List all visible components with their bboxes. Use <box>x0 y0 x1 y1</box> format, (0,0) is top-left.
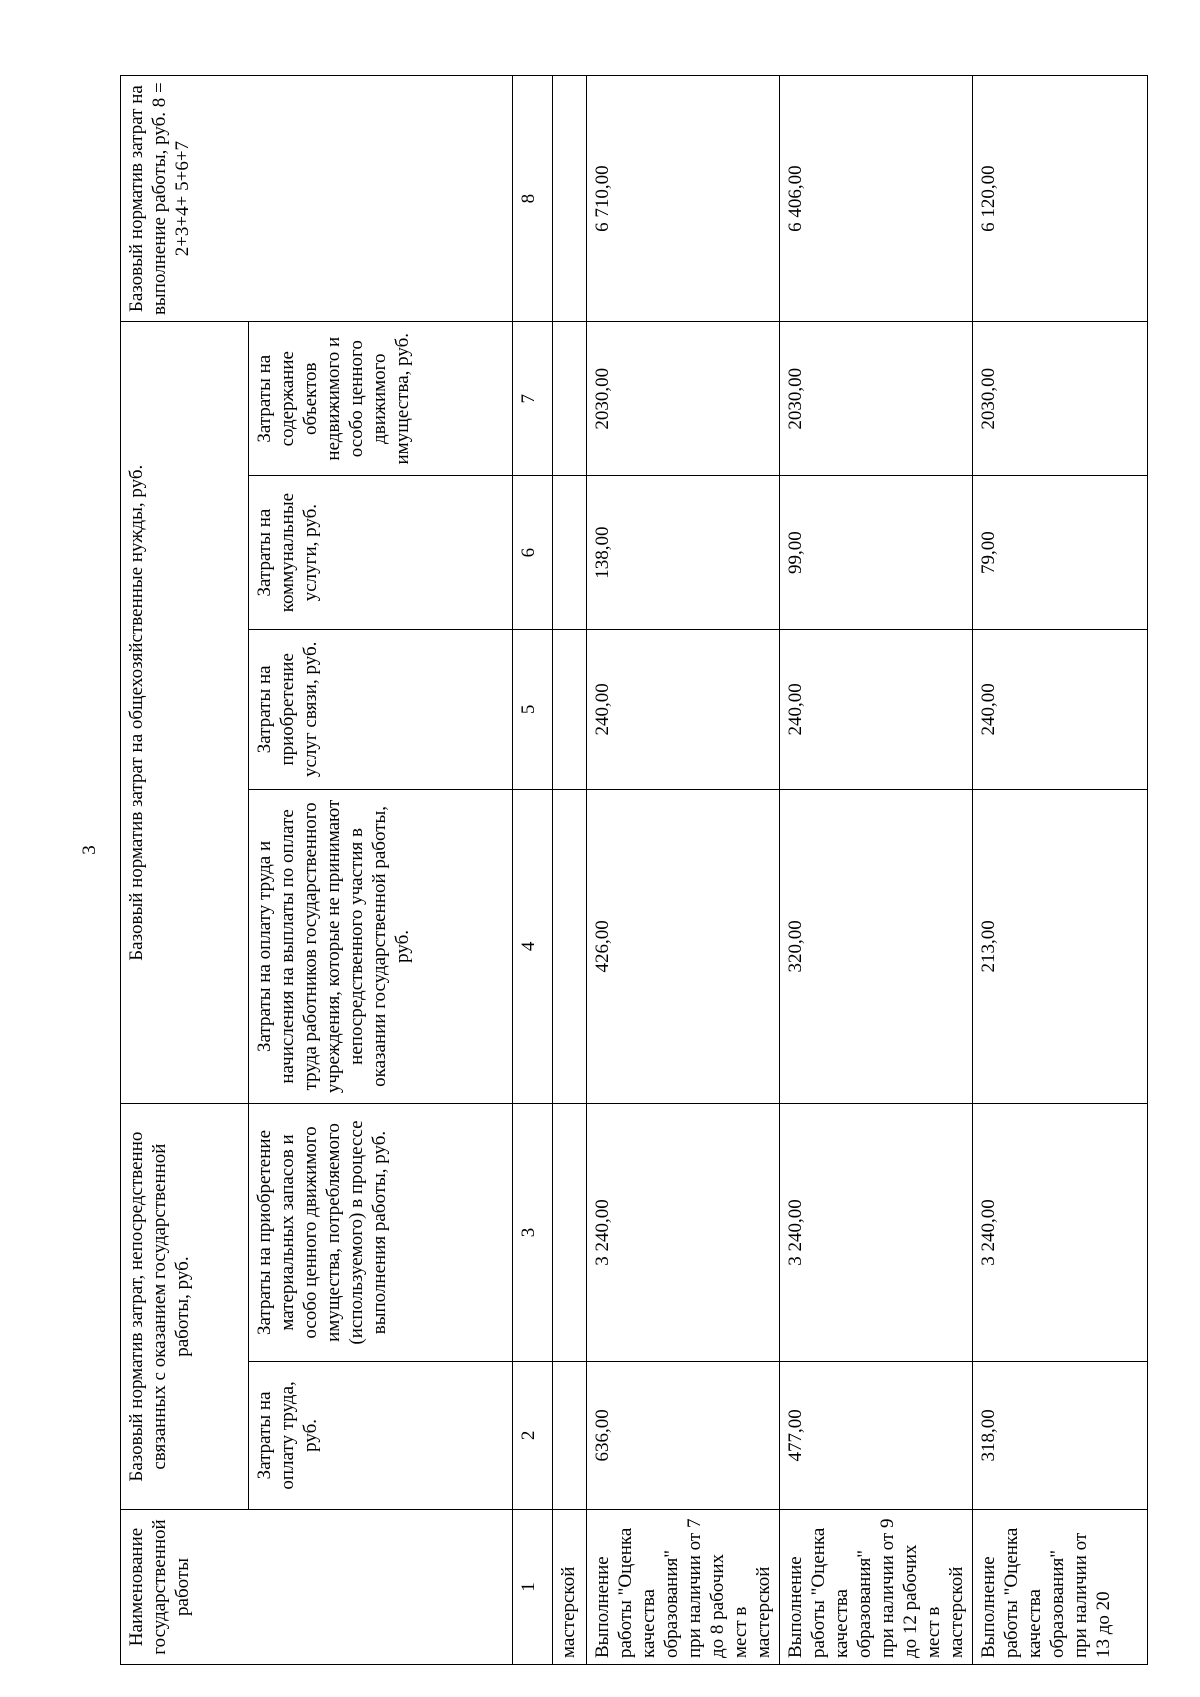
work-name-cell: Выполнение работы "Оценка качества образования" при наличии от 13 до 20 <box>973 1509 1148 1664</box>
column-number: 1 <box>513 1509 553 1664</box>
continuation-cell: мастерской <box>553 1509 587 1664</box>
header-total-norm: Базовый норматив затрат на выполнение работы, руб. 8 = 2+3+4+ 5+6+7 <box>121 76 513 322</box>
rotated-table-area <box>120 75 1125 1665</box>
column-number: 2 <box>513 1361 553 1509</box>
work-name-cell: Выполнение работы "Оценка качества образования" при наличии от 7 до 8 рабочих мест в мастерской <box>587 1509 780 1664</box>
rotated-table-inner <box>120 75 1125 1665</box>
value-cell: 79,00 <box>973 476 1148 630</box>
work-name-cell: Выполнение работы "Оценка качества образования" при наличии от 9 до 12 рабочих мест в мастерской <box>780 1509 973 1664</box>
cost-norms-table <box>120 75 1148 1665</box>
value-cell: 477,00 <box>780 1361 973 1509</box>
value-cell: 138,00 <box>587 476 780 630</box>
empty-cell <box>553 630 587 790</box>
value-cell: 6 120,00 <box>973 76 1148 322</box>
column-number: 7 <box>513 322 553 476</box>
value-cell: 213,00 <box>973 789 1148 1104</box>
value-cell: 6 710,00 <box>587 76 780 322</box>
value-cell: 240,00 <box>587 630 780 790</box>
column-number: 6 <box>513 476 553 630</box>
empty-cell <box>553 789 587 1104</box>
empty-cell <box>553 1104 587 1362</box>
header-direct-costs: Базовый норматив затрат, непосредственно связанных с оказанием государственной работы, руб. <box>121 1104 249 1510</box>
value-cell: 318,00 <box>973 1361 1148 1509</box>
value-cell: 240,00 <box>973 630 1148 790</box>
value-cell: 2030,00 <box>587 322 780 476</box>
empty-cell <box>553 1361 587 1509</box>
header-labor-costs: Затраты на оплату труда, руб. <box>249 1361 513 1509</box>
value-cell: 2030,00 <box>973 322 1148 476</box>
table-row <box>780 76 973 1665</box>
column-number: 8 <box>513 76 553 322</box>
value-cell: 320,00 <box>780 789 973 1104</box>
value-cell: 636,00 <box>587 1361 780 1509</box>
page-number: 3 <box>79 845 100 855</box>
value-cell: 99,00 <box>780 476 973 630</box>
value-cell: 2030,00 <box>780 322 973 476</box>
header-utilities-costs: Затраты на коммунальные услуги, руб. <box>249 476 513 630</box>
value-cell: 240,00 <box>780 630 973 790</box>
column-number: 3 <box>513 1104 553 1362</box>
header-general-costs: Базовый норматив затрат на общехозяйственные нужды, руб. <box>121 322 249 1104</box>
value-cell: 426,00 <box>587 789 780 1104</box>
header-communication-costs: Затраты на приобретение услуг связи, руб. <box>249 630 513 790</box>
header-property-costs: Затраты на содержание объектов недвижимого и особо ценного движимого имущества, руб. <box>249 322 513 476</box>
empty-cell <box>553 76 587 322</box>
header-materials-costs: Затраты на приобретение материальных запасов и особо ценного движимого имущества, потребляемого (используемого) в процессе выполнения работы, руб. <box>249 1104 513 1362</box>
header-work-name: Наименование государственной работы <box>121 1509 513 1664</box>
value-cell: 3 240,00 <box>973 1104 1148 1362</box>
value-cell: 6 406,00 <box>780 76 973 322</box>
empty-cell <box>553 322 587 476</box>
value-cell: 3 240,00 <box>587 1104 780 1362</box>
value-cell: 3 240,00 <box>780 1104 973 1362</box>
column-number: 4 <box>513 789 553 1104</box>
empty-cell <box>553 476 587 630</box>
table-row <box>587 76 780 1665</box>
table-row <box>973 76 1148 1665</box>
column-number: 5 <box>513 630 553 790</box>
header-staff-costs: Затраты на оплату труда и начисления на выплаты по оплате труда работников государственного учреждения, которые не принимают непосредственного участия в оказании государственной работы, руб. <box>249 789 513 1104</box>
